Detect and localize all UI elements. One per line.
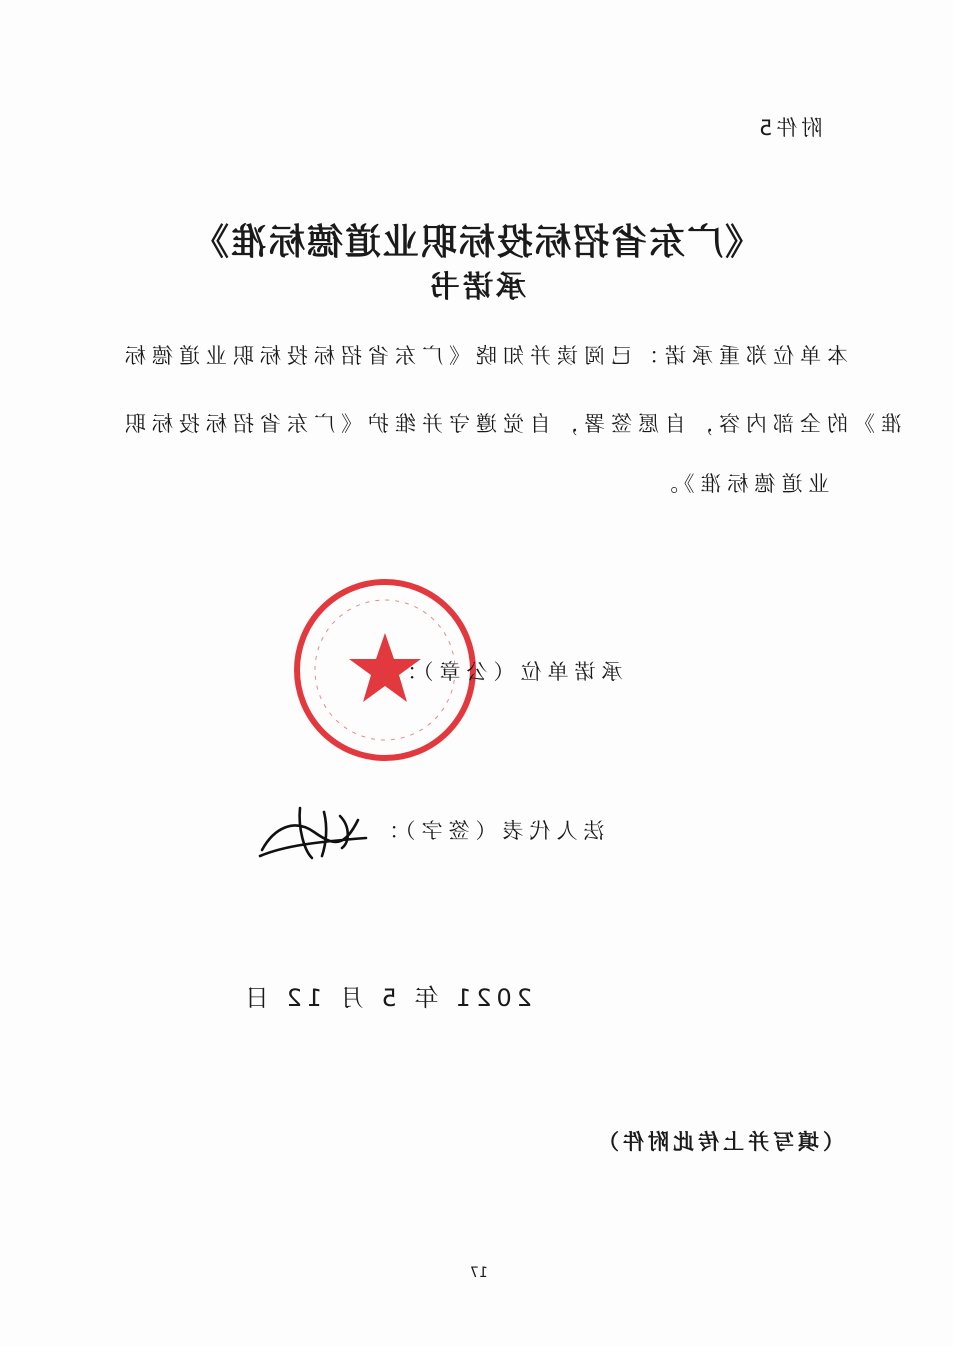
signature-strokes: [260, 808, 366, 858]
upload-note: （填写并上传此附件）: [594, 1130, 844, 1154]
document-title: [0, 214, 953, 265]
document-title-text: 《广东省招标投标职业道德标准》: [191, 222, 762, 263]
body-line-3: [119, 468, 829, 498]
body-line-3-text: 业道德标准》。: [650, 472, 829, 496]
attachment-label: 附件5: [755, 116, 823, 140]
body-line-2-text: 准》的全部内容，自愿签署，自觉遵守并维护《广东省招标投标职: [119, 412, 902, 436]
seal-unit-label: 承诺单位（公章）：: [390, 660, 623, 684]
document-subtitle: [0, 262, 953, 306]
body-line-1-text: 本单位郑重承诺：已阅读并知晓《广东省招标投标职业道德标: [119, 344, 848, 368]
document-subtitle-text: 承诺书: [427, 270, 526, 305]
handwritten-signature: [254, 798, 374, 868]
body-line-2: [119, 408, 902, 438]
legal-rep-label: 法人代表（签字）：: [372, 819, 605, 843]
body-line-1: [119, 340, 848, 370]
date-line: 2021 年 5 月 12 日: [240, 984, 533, 1012]
page-number: 17: [470, 1265, 488, 1281]
